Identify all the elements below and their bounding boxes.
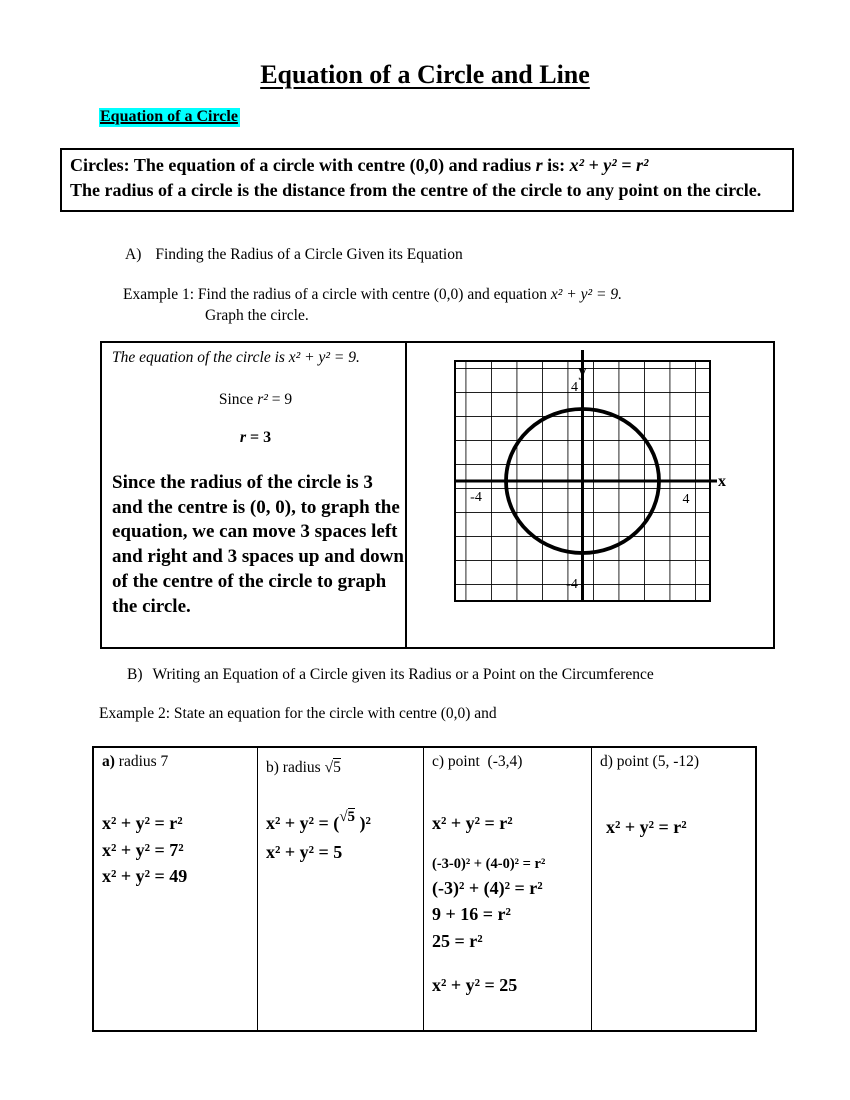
cell-b-label: b) [266, 759, 279, 776]
cell-b-header [266, 758, 419, 778]
definition-radius-var: r [535, 155, 543, 175]
cell-c-label: c) [432, 753, 445, 770]
section-b-title: Writing an Equation of a Circle given its Radius or a Point on the Circumference [152, 666, 654, 683]
cell-c-eq3: (-3)² + (4)² = r² [432, 877, 543, 898]
radical-number: 5 [333, 759, 341, 776]
cell-c-eq2: (-3-0)² + (4-0)² = r² [432, 855, 546, 872]
cell-b-eq1-pre: x² + y² = ( [266, 813, 340, 833]
example1-solution-panel [102, 343, 407, 647]
definition-line1-text: Circles: The equation of a circle with centre (0,0) and radius [70, 155, 536, 175]
radical-raised-sign: √ [339, 809, 348, 825]
solution-result-line [112, 429, 399, 447]
since-word: Since [218, 391, 258, 408]
since-value: = 9 [267, 391, 293, 408]
y-axis-label: y [578, 363, 587, 380]
section-a-label: A) [125, 246, 142, 263]
solution-since-line [112, 391, 399, 409]
cell-d-label: d) [600, 753, 613, 770]
example2-prompt: Example 2: State an equation for the circle with centre (0,0) and [99, 705, 497, 722]
circle-graph [440, 344, 775, 644]
example1-prompt-text: Example 1: Find the radius of a circle with centre (0,0) and equation [123, 286, 551, 303]
solution-paragraph: Since the radius of the circle is 3 and the centre is (0, 0), to graph the equation, we can move 3 spaces left and right and 3 spaces up and down of the centre of the circle to graph the circle. [112, 472, 404, 617]
cell-b-eq2: x² + y² = 5 [266, 841, 343, 862]
example2-table [92, 746, 757, 1032]
section-heading-equation-of-circle: Equation of a Circle [100, 108, 238, 125]
cell-a-desc: radius 7 [114, 753, 169, 770]
page-title [0, 59, 850, 91]
radical-raised-number: 5 [347, 809, 356, 825]
cell-c-desc: point (-3,4) [444, 753, 523, 770]
example1-graph-panel [407, 343, 773, 647]
result-value: = 3 [246, 429, 272, 446]
cell-b-eq1-post: )² [355, 813, 371, 833]
tick-top-4: 4 [571, 380, 578, 395]
table-cell-a [94, 748, 258, 1030]
cell-c-eq4: 9 + 16 = r² [432, 904, 511, 924]
cell-a-eq3: x² + y² = 49 [102, 866, 188, 886]
page-title-text: Equation of a Circle and Line [260, 60, 590, 89]
cell-d-desc: point (5, -12) [612, 753, 700, 770]
section-a-title: Finding the Radius of a Circle Given its Equation [155, 246, 463, 263]
cell-c-eq6: x² + y² = 25 [432, 975, 518, 995]
cell-b-desc: radius [278, 759, 325, 776]
section-b-label: B) [127, 666, 143, 683]
definition-line1 [70, 153, 784, 178]
definition-box [60, 148, 794, 212]
cell-c-header [432, 752, 587, 772]
example1-prompt-equation: x² + y² = 9. [550, 286, 622, 303]
example1-prompt [123, 284, 622, 326]
section-a-heading [125, 245, 463, 265]
cell-a-eq2: x² + y² = 7² [102, 839, 184, 860]
table-cell-d [592, 748, 755, 1030]
cell-a-label: a) [102, 753, 115, 770]
since-variable: r² [257, 391, 268, 408]
definition-line2: The radius of a circle is the distance from the centre of the circle to any point on the circle. [70, 180, 762, 200]
tick-left-neg4: -4 [470, 490, 482, 505]
definition-line1-mid: is: [542, 155, 570, 175]
radical-sign: √ [324, 759, 334, 776]
example1-prompt-line2: Graph the circle. [205, 307, 309, 324]
cell-c-eq1: x² + y² = r² [432, 813, 513, 833]
cell-b-eq1 [266, 810, 419, 839]
cell-a-eq1: x² + y² = r² [102, 813, 183, 833]
section-b-heading [127, 665, 654, 685]
result-variable: r [239, 429, 247, 446]
cell-a-header [102, 752, 253, 772]
cell-d-eq1: x² + y² = r² [606, 817, 687, 837]
solution-statement: The equation of the circle is x² + y² = 9. [112, 349, 360, 366]
cell-c-eq5: 25 = r² [432, 930, 483, 951]
x-axis-label: x [718, 473, 726, 490]
example1-box [100, 341, 775, 649]
table-cell-b [258, 748, 424, 1030]
definition-circle-equation: x² + y² = r² [569, 155, 649, 175]
radical-raised [339, 809, 355, 825]
table-cell-c [424, 748, 592, 1030]
tick-bottom-neg4: -4 [566, 577, 578, 592]
cell-d-header [600, 752, 751, 772]
example1-prompt-line1 [123, 284, 622, 305]
tick-right-4: 4 [682, 492, 690, 507]
